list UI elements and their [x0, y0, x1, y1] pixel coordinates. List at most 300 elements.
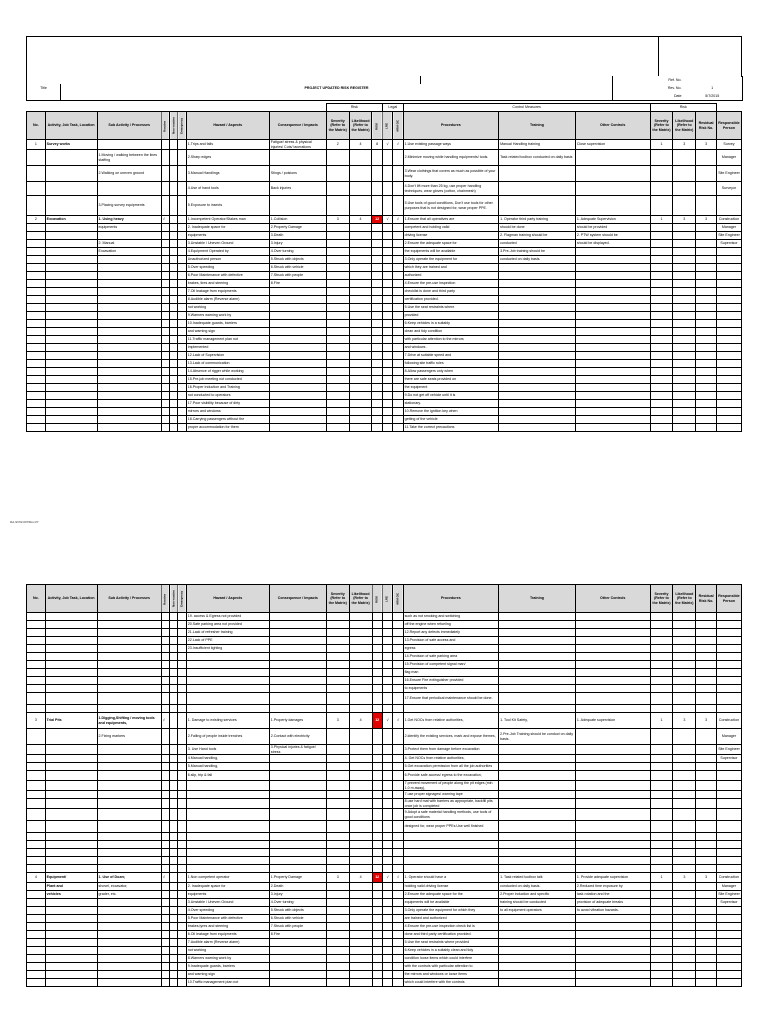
cell-emergency	[178, 182, 186, 196]
cell-severity	[326, 771, 349, 781]
table-row	[27, 224, 742, 232]
cell-procedures: 5.Use tools of good conditions, Don't use tools for other purposes that is not designed for, wear proper PPE.	[403, 196, 498, 216]
cell-lre	[382, 971, 392, 979]
cell-hazard	[186, 669, 269, 677]
cell-residual-risk	[696, 360, 717, 368]
cell-routine: √	[161, 713, 169, 729]
cell-severity	[326, 384, 349, 392]
cell-routine	[161, 693, 169, 705]
cell-residual-severity	[650, 799, 673, 809]
cell-likelihood	[349, 865, 372, 873]
cell-training	[499, 272, 576, 280]
table-row	[27, 360, 742, 368]
cell-procedures: 9.Do not get off vehicle until it is	[403, 392, 498, 400]
cell-non-routine	[170, 645, 178, 653]
rev-value: 1	[683, 84, 743, 92]
cell-risk	[372, 923, 382, 931]
cell-emergency	[178, 685, 186, 693]
cell-no	[27, 344, 46, 352]
cell-training: 2.Proper induction and specific	[499, 891, 576, 899]
cell-risk	[372, 384, 382, 392]
cell-procedures: to equipments	[403, 685, 498, 693]
cell-training	[499, 392, 576, 400]
cell-risk: 12	[372, 216, 382, 224]
cell-procedures: which could interfere with the controls	[403, 979, 498, 987]
cell-non-routine	[170, 166, 178, 182]
table-row	[27, 400, 742, 408]
cell-residual-severity: 1	[650, 713, 673, 729]
cell-likelihood	[349, 947, 372, 955]
cell-severity	[326, 408, 349, 416]
cell-likelihood	[349, 677, 372, 685]
cell-training: 1. Tool Kit Safety,	[499, 713, 576, 729]
cell-consequence: 2.Contact with electricity	[269, 729, 326, 745]
cell-routine	[161, 979, 169, 987]
cell-training	[499, 264, 576, 272]
cell-lre	[382, 653, 392, 661]
cell-residual-severity	[650, 368, 673, 376]
cell-emergency	[178, 755, 186, 763]
cell-procedures	[403, 841, 498, 849]
cell-emergency	[178, 264, 186, 272]
cell-hazard: 9.Warners warning work by	[186, 312, 269, 320]
cell-other-controls	[575, 424, 650, 432]
cell-residual-severity	[650, 883, 673, 891]
cell-emergency	[178, 693, 186, 705]
cell-activity	[45, 955, 97, 963]
cell-arm-oc	[393, 240, 403, 248]
cell-training: 1. Operator third party training	[499, 216, 576, 224]
cell-other-controls	[575, 621, 650, 629]
table-row	[27, 891, 742, 899]
cell-sub-activity	[97, 915, 161, 923]
cell-responsible-person	[716, 272, 741, 280]
cell-severity	[326, 240, 349, 248]
col-header-procedures: Procedures	[403, 585, 498, 613]
cell-procedures: there are safe seats provided on	[403, 376, 498, 384]
cell-lre	[382, 637, 392, 645]
cell-activity	[45, 799, 97, 809]
cell-procedures: 3.Only operate the equipment for	[403, 256, 498, 264]
col-header-residual-severity: Severity (Refer to the Matrix)	[650, 585, 673, 613]
cell-activity	[45, 939, 97, 947]
cell-residual-severity	[650, 907, 673, 915]
cell-severity	[326, 320, 349, 328]
cell-residual-likelihood	[673, 833, 696, 841]
col-header-arm-oc: ARM OC	[393, 585, 403, 613]
cell-consequence	[269, 833, 326, 841]
cell-routine	[161, 320, 169, 328]
cell-activity	[45, 729, 97, 745]
cell-lre	[382, 629, 392, 637]
cell-training	[499, 312, 576, 320]
table-row	[27, 637, 742, 645]
cell-responsible-person: Manager	[716, 883, 741, 891]
cell-non-routine	[170, 661, 178, 669]
cell-routine	[161, 653, 169, 661]
cell-arm-oc	[393, 320, 403, 328]
cell-responsible-person	[716, 256, 741, 264]
cell-training	[499, 661, 576, 669]
cell-severity	[326, 979, 349, 987]
cell-residual-risk	[696, 328, 717, 336]
cell-consequence	[269, 763, 326, 771]
cell-residual-severity: 1	[650, 216, 673, 224]
date-label: Date	[613, 92, 683, 100]
cell-residual-likelihood	[673, 693, 696, 705]
cell-likelihood	[349, 833, 372, 841]
cell-likelihood	[349, 763, 372, 771]
cell-sub-activity	[97, 629, 161, 637]
cell-residual-risk	[696, 857, 717, 865]
cell-residual-likelihood	[673, 368, 696, 376]
cell-activity	[45, 677, 97, 685]
cell-training	[499, 705, 576, 713]
cell-severity: 3	[326, 873, 349, 883]
cell-residual-likelihood	[673, 360, 696, 368]
cell-hazard	[186, 677, 269, 685]
cell-residual-likelihood	[673, 264, 696, 272]
cell-consequence	[269, 791, 326, 799]
cell-severity	[326, 809, 349, 821]
table-row	[27, 424, 742, 432]
cell-routine	[161, 296, 169, 304]
cell-arm-oc	[393, 849, 403, 857]
cell-residual-severity	[650, 729, 673, 745]
cell-lre	[382, 166, 392, 182]
cell-residual-likelihood	[673, 280, 696, 288]
cell-non-routine	[170, 791, 178, 799]
cell-non-routine	[170, 280, 178, 288]
cell-non-routine	[170, 248, 178, 256]
cell-consequence: 8.Fire	[269, 931, 326, 939]
cell-severity	[326, 661, 349, 669]
cell-arm-oc	[393, 424, 403, 432]
col-header-residual-severity: Severity (Refer to the Matrix)	[650, 112, 673, 140]
cell-risk	[372, 328, 382, 336]
cell-residual-risk	[696, 809, 717, 821]
cell-routine	[161, 833, 169, 841]
cell-other-controls	[575, 352, 650, 360]
cell-hazard: 3. Use Hand tools	[186, 745, 269, 755]
cell-sub-activity: 1.Digging,Shifting / moving tools and equipments,	[97, 713, 161, 729]
cell-hazard	[186, 685, 269, 693]
cell-consequence	[269, 653, 326, 661]
cell-risk	[372, 947, 382, 955]
cell-routine	[161, 907, 169, 915]
cell-responsible-person	[716, 288, 741, 296]
risk-register-table	[26, 103, 742, 432]
cell-residual-risk	[696, 150, 717, 166]
cell-emergency	[178, 923, 186, 931]
cell-residual-severity	[650, 408, 673, 416]
cell-other-controls	[575, 256, 650, 264]
col-header-residual-risk: Residual Risk No.	[696, 585, 717, 613]
cell-sub-activity	[97, 408, 161, 416]
cell-activity	[45, 907, 97, 915]
table-row	[27, 713, 742, 729]
cell-no	[27, 613, 46, 621]
table-row	[27, 182, 742, 196]
cell-consequence	[269, 677, 326, 685]
cell-other-controls	[575, 763, 650, 771]
cell-hazard	[186, 799, 269, 809]
cell-procedures: are trained and authorized	[403, 915, 498, 923]
cell-consequence: Fatigue/ stress & physical injuries/ Cuts/ lacerations	[269, 140, 326, 150]
cell-residual-likelihood	[673, 923, 696, 931]
cell-training	[499, 629, 576, 637]
cell-non-routine	[170, 240, 178, 248]
cell-routine	[161, 344, 169, 352]
cell-routine	[161, 424, 169, 432]
cell-routine	[161, 400, 169, 408]
cell-likelihood	[349, 661, 372, 669]
cell-activity	[45, 755, 97, 763]
cell-sub-activity: Excavation	[97, 248, 161, 256]
cell-no: 3	[27, 713, 46, 729]
cell-procedures: 11.Take the correct precautions	[403, 424, 498, 432]
cell-residual-severity	[650, 232, 673, 240]
cell-lre	[382, 344, 392, 352]
cell-residual-likelihood	[673, 939, 696, 947]
col-header-emergency: Emergency	[178, 585, 186, 613]
cell-activity	[45, 771, 97, 781]
cell-consequence: 1.Collision	[269, 216, 326, 224]
cell-risk	[372, 809, 382, 821]
cell-no	[27, 955, 46, 963]
cell-residual-risk	[696, 915, 717, 923]
cell-risk	[372, 791, 382, 799]
cell-procedures: 14.Provision of safe parking area	[403, 653, 498, 661]
cell-likelihood	[349, 979, 372, 987]
cell-activity	[45, 849, 97, 857]
cell-consequence: 3.Death	[269, 232, 326, 240]
cell-sub-activity	[97, 745, 161, 755]
col-header-procedures: Procedures	[403, 112, 498, 140]
cell-hazard: 4.Equipment Operated by	[186, 248, 269, 256]
cell-sub-activity	[97, 865, 161, 873]
cell-risk	[372, 288, 382, 296]
cell-hazard: 1.Incompetent Operator/Stakes man	[186, 216, 269, 224]
cell-responsible-person	[716, 352, 741, 360]
cell-activity	[45, 705, 97, 713]
cell-lre	[382, 368, 392, 376]
cell-residual-risk	[696, 224, 717, 232]
cell-consequence	[269, 384, 326, 392]
cell-severity	[326, 196, 349, 216]
cell-lre	[382, 280, 392, 288]
cell-non-routine	[170, 677, 178, 685]
cell-consequence	[269, 320, 326, 328]
cell-severity	[326, 166, 349, 182]
cell-residual-severity	[650, 272, 673, 280]
cell-likelihood	[349, 360, 372, 368]
cell-responsible-person	[716, 705, 741, 713]
cell-routine	[161, 645, 169, 653]
cell-residual-severity	[650, 352, 673, 360]
cell-responsible-person	[716, 971, 741, 979]
table-row	[27, 729, 742, 745]
cell-hazard	[186, 857, 269, 865]
cell-non-routine	[170, 907, 178, 915]
cell-responsible-person	[716, 865, 741, 873]
cell-risk	[372, 907, 382, 915]
cell-no	[27, 416, 46, 424]
table-row	[27, 368, 742, 376]
table-row	[27, 907, 742, 915]
cell-residual-likelihood	[673, 705, 696, 713]
cell-other-controls	[575, 677, 650, 685]
cell-routine	[161, 931, 169, 939]
cell-procedures: 1.Get NOCs from relative authorities,	[403, 713, 498, 729]
cell-emergency	[178, 899, 186, 907]
cell-no	[27, 841, 46, 849]
cell-lre	[382, 645, 392, 653]
cell-procedures: 4.Ensure the pre-use inspection	[403, 280, 498, 288]
cell-consequence	[269, 621, 326, 629]
cell-severity	[326, 705, 349, 713]
table-row	[27, 408, 742, 416]
cell-likelihood: 4	[349, 713, 372, 729]
cell-training	[499, 424, 576, 432]
cell-lre	[382, 240, 392, 248]
cell-procedures: equipments will be available	[403, 899, 498, 907]
cell-routine	[161, 240, 169, 248]
cell-likelihood	[349, 621, 372, 629]
cell-residual-likelihood	[673, 196, 696, 216]
cell-consequence	[269, 821, 326, 833]
cell-likelihood	[349, 857, 372, 865]
cell-non-routine	[170, 392, 178, 400]
cell-arm-oc	[393, 669, 403, 677]
cell-lre	[382, 328, 392, 336]
cell-likelihood	[349, 352, 372, 360]
cell-procedures: 3.Only operate the equipment for which they	[403, 907, 498, 915]
group-risk: Risk	[326, 104, 382, 112]
cell-sub-activity	[97, 849, 161, 857]
cell-training	[499, 288, 576, 296]
cell-consequence	[269, 955, 326, 963]
cell-responsible-person	[716, 613, 741, 621]
col-header-no: No.	[27, 585, 46, 613]
cell-other-controls	[575, 344, 650, 352]
cell-non-routine	[170, 629, 178, 637]
cell-routine	[161, 865, 169, 873]
cell-risk	[372, 963, 382, 971]
cell-residual-risk	[696, 685, 717, 693]
cell-hazard: mirrors and windows	[186, 408, 269, 416]
cell-training	[499, 809, 576, 821]
cell-likelihood	[349, 613, 372, 621]
cell-activity	[45, 296, 97, 304]
col-header-risk: RISK	[372, 112, 382, 140]
cell-no	[27, 392, 46, 400]
cell-likelihood	[349, 264, 372, 272]
cell-training	[499, 693, 576, 705]
cell-residual-severity	[650, 947, 673, 955]
cell-no	[27, 320, 46, 328]
cell-lre	[382, 907, 392, 915]
cell-other-controls: should be displayed.	[575, 240, 650, 248]
cell-likelihood	[349, 312, 372, 320]
cell-responsible-person	[716, 629, 741, 637]
cell-non-routine	[170, 685, 178, 693]
cell-responsible-person	[716, 264, 741, 272]
cell-no	[27, 645, 46, 653]
cell-responsible-person	[716, 376, 741, 384]
cell-likelihood	[349, 821, 372, 833]
cell-residual-risk	[696, 352, 717, 360]
cell-sub-activity	[97, 923, 161, 931]
cell-training	[499, 304, 576, 312]
cell-hazard: 21.Lack of refresher training	[186, 629, 269, 637]
cell-residual-likelihood	[673, 344, 696, 352]
cell-routine	[161, 771, 169, 781]
cell-responsible-person	[716, 296, 741, 304]
cell-no	[27, 312, 46, 320]
cell-arm-oc	[393, 272, 403, 280]
cell-responsible-person	[716, 328, 741, 336]
cell-non-routine	[170, 899, 178, 907]
cell-emergency	[178, 392, 186, 400]
cell-sub-activity	[97, 755, 161, 763]
cell-residual-risk	[696, 891, 717, 899]
cell-hazard	[186, 693, 269, 705]
cell-severity	[326, 891, 349, 899]
cell-emergency	[178, 368, 186, 376]
cell-training: 2. Flagman training should be	[499, 232, 576, 240]
cell-residual-risk	[696, 344, 717, 352]
cell-emergency	[178, 931, 186, 939]
cell-hazard	[186, 841, 269, 849]
cell-risk	[372, 799, 382, 809]
cell-arm-oc	[393, 963, 403, 971]
cell-activity	[45, 224, 97, 232]
cell-consequence: 6.Struck with vehicle	[269, 264, 326, 272]
cell-residual-risk	[696, 272, 717, 280]
cell-no	[27, 408, 46, 416]
cell-residual-likelihood	[673, 304, 696, 312]
cell-hazard: 22.Lack of PPE	[186, 637, 269, 645]
cell-other-controls	[575, 392, 650, 400]
cell-residual-severity	[650, 841, 673, 849]
cell-hazard: 3.Unstable / Uneven Ground	[186, 240, 269, 248]
cell-arm-oc	[393, 416, 403, 424]
cell-residual-likelihood	[673, 424, 696, 432]
cell-residual-severity	[650, 629, 673, 637]
cell-residual-likelihood	[673, 653, 696, 661]
cell-residual-risk	[696, 771, 717, 781]
cell-severity: 2	[326, 140, 349, 150]
cell-likelihood	[349, 653, 372, 661]
cell-likelihood	[349, 963, 372, 971]
cell-residual-severity	[650, 923, 673, 931]
cell-training	[499, 799, 576, 809]
cell-no	[27, 857, 46, 865]
col-header-lre: LRE	[382, 112, 392, 140]
cell-risk	[372, 613, 382, 621]
cell-lre	[382, 883, 392, 891]
cell-severity	[326, 376, 349, 384]
cell-sub-activity	[97, 272, 161, 280]
cell-severity	[326, 763, 349, 771]
cell-routine	[161, 629, 169, 637]
cell-non-routine	[170, 196, 178, 216]
cell-no	[27, 963, 46, 971]
cell-procedures: designed for, wear proper PPEs.Use well finished	[403, 821, 498, 833]
cell-arm-oc	[393, 809, 403, 821]
cell-risk	[372, 729, 382, 745]
